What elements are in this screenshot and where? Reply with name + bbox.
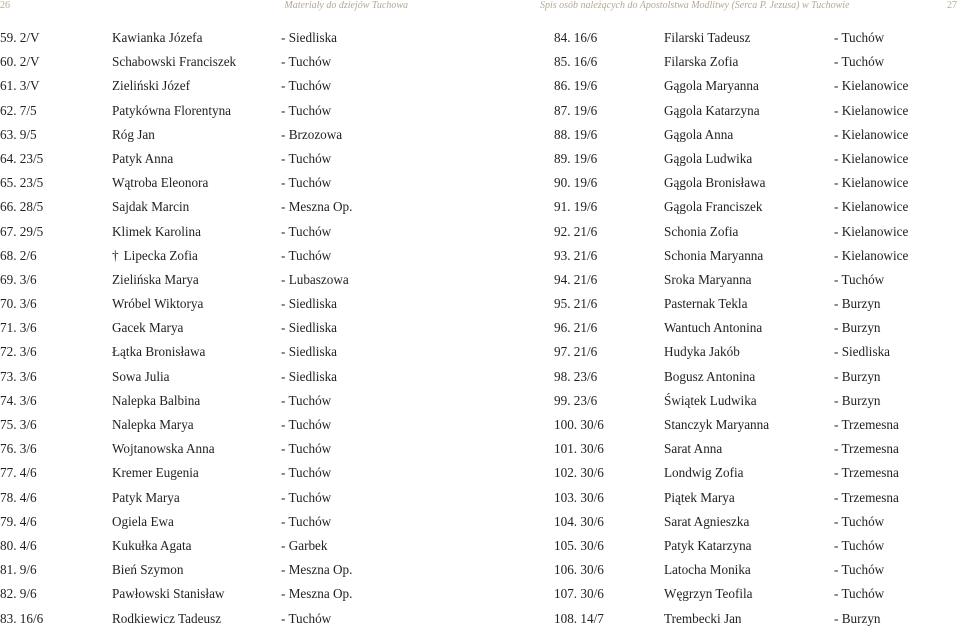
entry-place: - Kielanowice (834, 223, 909, 239)
entry-number-date: 79. 4/6 (0, 513, 37, 529)
list-item (540, 365, 959, 389)
entry-place: - Siedliska (834, 344, 891, 360)
entry-place: - Tuchów (281, 175, 332, 191)
list-item (0, 437, 472, 461)
entry-number-date: 105. 30/6 (554, 537, 604, 553)
entry-place: - Siedliska (281, 296, 338, 312)
entry-name (664, 389, 757, 413)
entry-place: - Burzyn (834, 320, 881, 336)
list-item (0, 558, 472, 582)
entry-name-text: Schonia Maryanna (664, 247, 764, 263)
entry-number-date: 65. 23/5 (0, 175, 44, 191)
entry-name-text: Latocha Monika (664, 562, 751, 578)
entry-name (664, 195, 763, 219)
entry-name (112, 582, 224, 606)
entry-number-date: 96. 21/6 (554, 320, 598, 336)
entry-name (112, 413, 194, 437)
entry-number-date: 89. 19/6 (554, 150, 598, 166)
entry-name (112, 365, 170, 389)
entry-name (112, 123, 155, 147)
entry-place: - Meszna Op. (281, 199, 353, 215)
entry-number-date: 99. 23/6 (554, 392, 598, 408)
entry-number-date: 97. 21/6 (554, 344, 598, 360)
entry-number-date: 81. 9/6 (0, 562, 37, 578)
entry-place: - Trzemesna (834, 489, 899, 505)
entry-place: - Trzemesna (834, 417, 899, 432)
entry-name (112, 26, 202, 50)
entry-place: - Kielanowice (834, 175, 909, 191)
entry-name (664, 340, 740, 364)
entry-place: - Burzyn (834, 610, 881, 626)
list-item (0, 582, 472, 606)
list-item (0, 486, 472, 510)
cross-icon: † (112, 247, 119, 263)
entry-place: - Tuchów (281, 465, 332, 481)
entry-number-date: 75. 3/6 (0, 417, 37, 432)
entry-name-text: Wróbel Wiktorya (112, 296, 204, 312)
entry-place: - Tuchów (834, 271, 885, 287)
list-item (0, 220, 472, 244)
list-item (540, 389, 959, 413)
entry-name-text: Sarat Anna (664, 441, 723, 457)
entry-place: - Tuchów (281, 247, 332, 263)
entry-place: - Trzemesna (834, 465, 899, 481)
entry-number-date: 90. 19/6 (554, 175, 598, 191)
left-page (0, 0, 472, 628)
list-item (0, 99, 472, 123)
entry-name (112, 99, 231, 123)
page-number: 26 (0, 0, 10, 11)
entry-name (112, 195, 189, 219)
list-item (0, 268, 472, 292)
list-item (0, 510, 472, 534)
entry-number-date: 104. 30/6 (554, 513, 604, 529)
entry-place: - Trzemesna (834, 441, 899, 457)
entry-number-date: 76. 3/6 (0, 441, 37, 457)
list-item (540, 340, 959, 364)
entry-number-date: 66. 28/5 (0, 199, 44, 215)
entry-number-date: 88. 19/6 (554, 126, 598, 142)
entry-number-date: 64. 23/5 (0, 150, 44, 166)
entry-name-text: Hudyka Jakób (664, 344, 740, 360)
entry-number-date: 60. 2/V (0, 54, 40, 70)
entry-place: - Tuchów (281, 54, 332, 70)
right-page (540, 0, 959, 628)
entry-place: - Burzyn (834, 368, 881, 384)
entry-name (112, 461, 199, 485)
entry-name (664, 244, 763, 268)
entry-number-date: 94. 21/6 (554, 271, 598, 287)
entry-name (112, 244, 198, 268)
entry-name-text: Ogiela Ewa (112, 513, 174, 529)
entry-number-date: 100. 30/6 (554, 417, 604, 432)
entry-place: - Tuchów (834, 537, 885, 553)
entry-name-text: Gągola Anna (664, 126, 734, 142)
list-item (540, 582, 959, 606)
entry-name-text: Filarski Tadeusz (664, 30, 751, 45)
entry-name-text: Zielińska Marya (112, 271, 199, 287)
entry-name-text: Łątka Bronisława (112, 344, 206, 360)
entry-name (664, 292, 747, 316)
entry-name (664, 510, 749, 534)
entry-place: - Tuchów (834, 562, 885, 578)
list-item (0, 340, 472, 364)
entry-number-date: 98. 23/6 (554, 368, 598, 384)
list-item (540, 50, 959, 74)
entry-number-date: 93. 21/6 (554, 247, 598, 263)
entry-name-text: Sarat Agnieszka (664, 513, 750, 529)
entry-name-text: Lipecka Zofia (123, 247, 198, 263)
entry-name-text: Wojtanowska Anna (112, 441, 215, 457)
list-item (540, 99, 959, 123)
entry-name-text: Pasternak Tekla (664, 296, 748, 312)
entry-place: - Burzyn (834, 392, 881, 408)
entry-name (112, 534, 191, 558)
entry-name-text: Wantuch Antonina (664, 320, 763, 336)
entry-name-text: Kawianka Józefa (112, 30, 203, 45)
entry-number-date: 72. 3/6 (0, 344, 37, 360)
entry-name-text: Gągola Katarzyna (664, 102, 760, 118)
entry-name (664, 607, 742, 631)
list-item (0, 365, 472, 389)
entry-name-text: Rodkiewicz Tadeusz (112, 610, 222, 626)
entry-name-text: Filarska Zofia (664, 54, 739, 70)
list-item (0, 316, 472, 340)
entry-name-text: Stanczyk Maryanna (664, 417, 770, 432)
entry-name-text: Klimek Karolina (112, 223, 201, 239)
list-item (540, 268, 959, 292)
list-item (540, 510, 959, 534)
entry-name (112, 558, 183, 582)
list-item (0, 123, 472, 147)
entry-name-text: Pawłowski Stanisław (112, 586, 225, 602)
page-number: 27 (947, 0, 957, 11)
entry-place: - Kielanowice (834, 78, 909, 94)
entry-name-text: Londwig Zofia (664, 465, 744, 481)
entry-name-text: Patyk Katarzyna (664, 537, 752, 553)
list-item (540, 123, 959, 147)
entry-name-text: Wątroba Eleonora (112, 175, 209, 191)
entry-place: - Siedliska (281, 30, 338, 45)
entry-number-date: 101. 30/6 (554, 441, 604, 457)
entry-name-text: Kremer Eugenia (112, 465, 199, 481)
entry-name (112, 607, 221, 631)
entry-number-date: 74. 3/6 (0, 392, 37, 408)
list-item (0, 607, 472, 631)
entry-name-text: Zieliński Józef (112, 78, 191, 94)
entry-name (112, 340, 205, 364)
entry-place: - Tuchów (281, 223, 332, 239)
entry-number-date: 85. 16/6 (554, 54, 598, 70)
entry-number-date: 86. 19/6 (554, 78, 598, 94)
entry-number-date: 69. 3/6 (0, 271, 37, 287)
list-item (540, 486, 959, 510)
entry-number-date: 78. 4/6 (0, 489, 37, 505)
entry-name (112, 171, 208, 195)
list-item (540, 437, 959, 461)
list-item (540, 461, 959, 485)
entry-name-text: Sroka Maryanna (664, 271, 752, 287)
entry-name-text: Schonia Zofia (664, 223, 739, 239)
list-item (0, 292, 472, 316)
list-item (0, 171, 472, 195)
entry-name (112, 74, 190, 98)
running-title: Materiały do dziejów Tuchowa (284, 0, 408, 11)
entry-place: - Siedliska (281, 368, 338, 384)
entry-number-date: 92. 21/6 (554, 223, 598, 239)
list-item (0, 50, 472, 74)
list-item (540, 220, 959, 244)
list-item (540, 195, 959, 219)
entry-number-date: 95. 21/6 (554, 296, 598, 312)
entry-name-text: Gągola Franciszek (664, 199, 763, 215)
entry-number-date: 82. 9/6 (0, 586, 37, 602)
list-item (0, 461, 472, 485)
entry-name (664, 486, 735, 510)
entry-number-date: 59. 2/V (0, 30, 40, 45)
entry-name (664, 220, 738, 244)
entry-name (664, 365, 755, 389)
entry-place: - Tuchów (834, 513, 885, 529)
entry-number-date: 77. 4/6 (0, 465, 37, 481)
entry-name (112, 220, 201, 244)
entry-number-date: 106. 30/6 (554, 562, 604, 578)
entry-name (112, 437, 215, 461)
entry-number-date: 83. 16/6 (0, 610, 44, 626)
entry-number-date: 84. 16/6 (554, 30, 598, 45)
entry-name-text: Gągola Maryanna (664, 78, 759, 94)
list-item (0, 26, 472, 50)
entry-number-date: 103. 30/6 (554, 489, 604, 505)
entry-place: - Kielanowice (834, 102, 909, 118)
entry-name (112, 316, 183, 340)
list-item (0, 413, 472, 437)
entry-place: - Tuchów (281, 150, 332, 166)
entry-place: - Siedliska (281, 320, 338, 336)
entry-place: - Kielanowice (834, 199, 909, 215)
entry-place: - Siedliska (281, 344, 338, 360)
entry-name (112, 486, 180, 510)
entry-place: - Kielanowice (834, 150, 909, 166)
entry-name (112, 147, 173, 171)
list-item (540, 171, 959, 195)
entry-place: - Tuchów (281, 441, 332, 457)
entry-number-date: 70. 3/6 (0, 296, 37, 312)
entry-name-text: Nalepka Marya (112, 417, 194, 432)
entry-place: - Meszna Op. (281, 562, 353, 578)
entry-name-text: Świątek Ludwika (664, 392, 757, 408)
entry-number-date: 61. 3/V (0, 78, 40, 94)
entry-name (664, 26, 750, 50)
list-item (540, 74, 959, 98)
entry-name-text: Sajdak Marcin (112, 199, 190, 215)
entry-place: - Tuchów (834, 30, 885, 45)
list-item (0, 147, 472, 171)
entry-place: - Tuchów (281, 417, 332, 432)
entry-place: - Tuchów (281, 489, 332, 505)
entry-name-text: Piątek Marya (664, 489, 735, 505)
entry-place: - Meszna Op. (281, 586, 353, 602)
left-running-head (0, 0, 472, 14)
list-item (540, 147, 959, 171)
entry-name-text: Róg Jan (112, 126, 155, 142)
entry-name (664, 171, 765, 195)
entry-number-date: 80. 4/6 (0, 537, 37, 553)
entry-name-text: Bogusz Antonina (664, 368, 756, 384)
entry-name (112, 268, 199, 292)
list-item (540, 244, 959, 268)
entry-place: - Tuchów (281, 102, 332, 118)
entry-place: - Tuchów (834, 54, 885, 70)
list-item (0, 534, 472, 558)
entry-number-date: 71. 3/6 (0, 320, 37, 336)
entry-number-date: 62. 7/5 (0, 102, 37, 118)
entry-name (664, 437, 722, 461)
entry-name-text: Sowa Julia (112, 368, 170, 384)
entry-name (664, 50, 738, 74)
entry-number-date: 108. 14/7 (554, 610, 604, 626)
entry-name (664, 413, 769, 437)
entry-number-date: 102. 30/6 (554, 465, 604, 481)
entry-place: - Kielanowice (834, 126, 909, 142)
list-item (0, 244, 472, 268)
entry-name-text: Nalepka Balbina (112, 392, 201, 408)
entry-place: - Tuchów (281, 610, 332, 626)
entry-place: - Tuchów (281, 513, 332, 529)
entry-number-date: 87. 19/6 (554, 102, 598, 118)
entry-name-text: Schabowski Franciszek (112, 54, 237, 70)
entry-name (664, 582, 753, 606)
entry-number-date: 107. 30/6 (554, 586, 604, 602)
entry-name-text: Trembecki Jan (664, 610, 742, 626)
entry-name (112, 50, 236, 74)
entry-name-text: Gągola Bronisława (664, 175, 766, 191)
entry-name (664, 558, 751, 582)
entry-name (112, 389, 200, 413)
entry-name-text: Gągola Ludwika (664, 150, 753, 166)
entry-number-date: 67. 29/5 (0, 223, 44, 239)
entry-name (112, 292, 203, 316)
list-item (540, 558, 959, 582)
entry-place: - Tuchów (834, 586, 885, 602)
entry-number-date: 91. 19/6 (554, 199, 598, 215)
entry-place: - Brzozowa (281, 126, 343, 142)
entry-name-text: Węgrzyn Teofila (664, 586, 753, 602)
list-item (0, 74, 472, 98)
entry-name-text: Gacek Marya (112, 320, 184, 336)
entry-name-text: Patyk Anna (112, 150, 174, 166)
entry-name (664, 123, 733, 147)
entry-name (664, 74, 759, 98)
entry-name (112, 510, 174, 534)
entry-number-date: 73. 3/6 (0, 368, 37, 384)
entry-name (664, 461, 743, 485)
entry-place: - Burzyn (834, 296, 881, 312)
right-running-head (540, 0, 959, 14)
entry-place: - Tuchów (281, 78, 332, 94)
entry-place: - Garbek (281, 537, 328, 553)
list-item (0, 389, 472, 413)
entry-name-text: Bień Szymon (112, 562, 184, 578)
list-item (540, 534, 959, 558)
entry-number-date: 63. 9/5 (0, 126, 37, 142)
entry-name (664, 268, 752, 292)
entry-place: - Lubaszowa (281, 271, 349, 287)
entry-list (540, 26, 959, 631)
list-item (540, 26, 959, 50)
list-item (540, 292, 959, 316)
entry-name (664, 534, 752, 558)
list-item (540, 413, 959, 437)
running-title: Spis osób należących do Apostolstwa Modlitwy (Serca P. Jezusa) w Tuchowie (540, 0, 850, 11)
entry-name (664, 316, 762, 340)
list-item (540, 316, 959, 340)
list-item (540, 607, 959, 631)
entry-number-date: 68. 2/6 (0, 247, 37, 263)
entry-name (664, 147, 752, 171)
entry-name-text: Patyk Marya (112, 489, 180, 505)
entry-name-text: Kukułka Agata (112, 537, 192, 553)
list-item (0, 195, 472, 219)
entry-list (0, 26, 472, 631)
entry-name (664, 99, 760, 123)
entry-place: - Tuchów (281, 392, 332, 408)
entry-name-text: Patykówna Florentyna (112, 102, 232, 118)
entry-place: - Kielanowice (834, 247, 909, 263)
